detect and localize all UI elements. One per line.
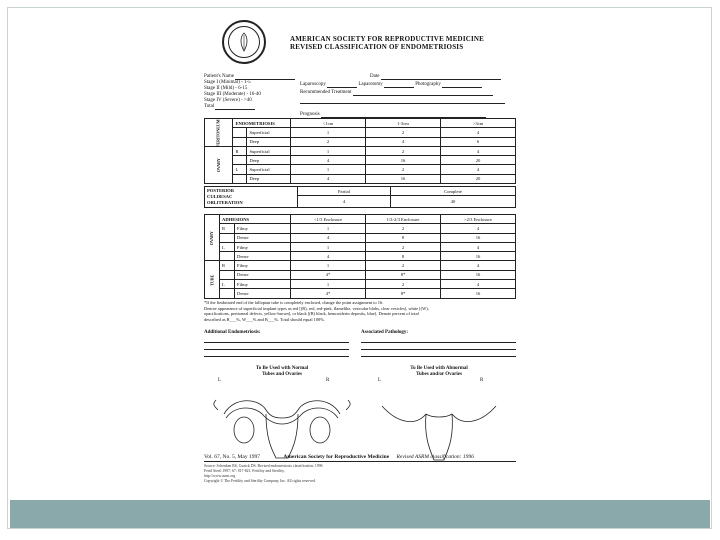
table-cell: 8* [366, 270, 441, 279]
treatment-row [300, 90, 515, 98]
date-row [370, 74, 515, 82]
table-row [205, 128, 516, 137]
table-cell: Dense [235, 270, 291, 279]
table-cell: 20 [441, 156, 516, 165]
table-cell: 1 [291, 224, 366, 233]
form-line: POSTERIOR [207, 188, 235, 194]
table-cell: 4 [441, 128, 516, 137]
normal-diagram-title [204, 366, 360, 377]
anatomy-diagrams [204, 366, 516, 462]
stage-2: Stage II (Mild) - 6-15 [204, 86, 248, 91]
form-line: Patient's Name [204, 74, 234, 79]
form-line [204, 343, 349, 350]
procedure-info [300, 74, 515, 120]
abnormal-right-mark: R [480, 378, 484, 383]
table-cell: 2 [291, 137, 366, 146]
size-col-1: <1cm [291, 119, 366, 128]
form-line [361, 343, 516, 350]
table-cell: Deep [247, 137, 291, 146]
table-cell: 4 [291, 156, 366, 165]
form-line: OBLITERATION [207, 200, 243, 206]
adhesion-col-2: 1/3-2/3 Enclosure [366, 215, 441, 224]
form-title [290, 36, 484, 51]
seal-emblem [228, 26, 260, 58]
table-cell: 8 [366, 252, 441, 261]
table-cell: 4 [441, 242, 516, 251]
stage-3: Stage III (Moderate) - 16-40 [204, 92, 261, 97]
normal-uterus-diagram [204, 384, 360, 464]
table-cell: 2 [366, 261, 441, 270]
adhesion-col-3: >2/3 Enclosure [441, 215, 516, 224]
form-line [215, 105, 255, 110]
abnormal-diagram-title [364, 366, 514, 377]
form-line: Fertil Steril 1997; 67: 817-821. Fertility and Sterility. [204, 468, 285, 473]
table-row [205, 261, 516, 270]
table-cell: L [220, 280, 235, 289]
abnormal-left-mark: L [378, 378, 382, 383]
form-line [381, 75, 501, 80]
form-line: Photography [415, 82, 441, 87]
size-col-3: >3cm [441, 119, 516, 128]
table-cell: 1 [291, 242, 366, 251]
normal-left-mark: L [218, 378, 222, 383]
table-cell: 8 [366, 233, 441, 242]
form-line: Prognosis [300, 112, 320, 117]
form-line: http://www.asrm.org [204, 473, 236, 478]
additional-endometriosis-label: Additional Endometriosis: [204, 330, 261, 335]
table-cell: 4* [291, 289, 366, 298]
volume-info: Vol. 67, No. 5, May 1997 [204, 454, 260, 460]
table-cell: 4 [441, 224, 516, 233]
adhesion-ovary-label [205, 215, 220, 261]
table-row [205, 137, 516, 146]
table-row [205, 156, 516, 165]
footnote-4: described as R___%, W___% and B___%. Total should equal 100%. [204, 316, 325, 322]
table-cell: Filmy [235, 261, 291, 270]
form-line [235, 75, 295, 80]
form-line: TUBE [208, 274, 214, 286]
table-cell: 1 [291, 146, 366, 155]
table-cell [233, 137, 247, 146]
form-line: OVARY [215, 158, 221, 173]
endometriosis-form [200, 18, 518, 483]
partial-value: 4 [298, 196, 391, 208]
form-line: Source: Schenken RS, Guzick DS. Revised endometriosis classification: 1996 [204, 464, 323, 469]
slide-bottom-bar [10, 500, 710, 528]
patient-stage-info [204, 74, 304, 110]
table-cell [220, 233, 235, 242]
table-cell: 16 [441, 270, 516, 279]
table-cell: 2 [366, 146, 441, 155]
form-line: Date [370, 74, 380, 79]
blank-row [300, 98, 515, 106]
table-cell: 4 [291, 252, 366, 261]
endo-header: ENDOMETRIOSIS [233, 119, 291, 128]
table-row [205, 252, 516, 261]
table-cell: Filmy [235, 224, 291, 233]
table-cell [233, 174, 247, 183]
table-row [205, 242, 516, 251]
table-cell: 2 [366, 128, 441, 137]
table-cell: Superficial [247, 165, 291, 174]
table-row [205, 224, 516, 233]
form-line [361, 336, 516, 343]
form-line: OVARY [208, 231, 214, 246]
table-cell: 4* [291, 270, 366, 279]
footnotes [204, 300, 516, 322]
table-cell: 4 [291, 174, 366, 183]
table-row [205, 270, 516, 279]
form-line [361, 350, 516, 357]
adhesion-header: ADHESIONS [220, 215, 291, 224]
table-cell: Filmy [235, 242, 291, 251]
table-cell: 2 [366, 242, 441, 251]
form-line: CULDESAC [207, 194, 233, 200]
abnormal-uterus-diagram [364, 384, 514, 464]
table-cell: R [220, 261, 235, 270]
table-cell: Deep [247, 174, 291, 183]
table-cell: L [233, 165, 247, 174]
form-line: Tubes and Ovaries [262, 371, 302, 377]
table-cell: 4 [441, 146, 516, 155]
form-line: PERITONEUM [215, 119, 221, 147]
table-cell: Dense [235, 233, 291, 242]
form-line [361, 330, 516, 357]
table-cell: 4 [441, 165, 516, 174]
source-notes [204, 464, 516, 484]
table-cell [220, 252, 235, 261]
seal-figure-icon [237, 32, 251, 52]
table-cell: 20 [441, 174, 516, 183]
stage-4: Stage IV (Severe) - >40 [204, 98, 252, 103]
table-cell: 1 [291, 165, 366, 174]
table-cell: L [220, 242, 235, 251]
table-row [205, 289, 516, 298]
form-line [204, 330, 349, 357]
form-line: Total [204, 104, 215, 109]
findings-section [204, 330, 516, 357]
procedure-row [300, 82, 515, 90]
peritoneum-label [205, 119, 233, 147]
form-line [384, 83, 414, 88]
form-footer [204, 454, 516, 484]
footnote-3: opacifications, peritoneal defects, yellow-brown], or black [(B) black, hemosiderin deposits, blue]. Denote percent of total [204, 311, 419, 316]
form-line: Recommended Treatment [300, 90, 352, 95]
table-cell: 16 [441, 233, 516, 242]
adhesions-table [204, 214, 516, 299]
associated-pathology-label: Associated Pathology: [361, 330, 409, 335]
table-cell: Dense [235, 252, 291, 261]
form-line [204, 330, 516, 357]
form-line: Laparotomy [358, 82, 383, 87]
form-line [204, 350, 349, 357]
form-line: To Be Used with Abnormal [410, 366, 468, 371]
table-cell: 6 [441, 137, 516, 146]
table-cell: 1 [291, 280, 366, 289]
table-cell: 2 [366, 224, 441, 233]
form-line: Tubes and/or Ovaries [416, 371, 462, 377]
normal-right-mark: R [326, 378, 330, 383]
table-cell: 1 [291, 128, 366, 137]
form-line [300, 99, 505, 104]
form-line [442, 83, 482, 88]
culdesac-header-row [205, 187, 516, 196]
table-row [205, 174, 516, 183]
classification-name: Revised ASRM classification: 1996 [396, 454, 474, 460]
table-cell: Dense [235, 289, 291, 298]
table-cell [220, 270, 235, 279]
table-cell [233, 128, 247, 137]
table-cell: 4 [366, 137, 441, 146]
table-cell: 16 [441, 289, 516, 298]
society-seal [222, 20, 266, 64]
table-cell: Superficial [247, 146, 291, 155]
table-cell: Superficial [247, 128, 291, 137]
table-cell [220, 289, 235, 298]
form-line [327, 83, 357, 88]
total-row [204, 104, 304, 110]
table-cell: R [233, 146, 247, 155]
table-cell: 2 [366, 165, 441, 174]
culdesac-table [204, 186, 516, 208]
size-col-2: 1-3cm [366, 119, 441, 128]
culdesac-label [205, 187, 298, 208]
footer-row [204, 454, 516, 462]
table-cell: Deep [247, 156, 291, 165]
form-line: Copyright © The Fertility and Sterility Company, Inc. All rights reserved. [204, 478, 316, 483]
ovary-label [205, 146, 233, 183]
adhesion-col-1: <1/3 Enclosure [291, 215, 366, 224]
form-line [204, 336, 349, 343]
title-line-2: REVISED CLASSIFICATION OF ENDOMETRIOSIS [290, 42, 464, 51]
table-cell: Filmy [235, 280, 291, 289]
complete-value: 40 [390, 196, 515, 208]
table-row [205, 146, 516, 155]
table-row [205, 280, 516, 289]
table-cell: 16 [366, 174, 441, 183]
partial-label: Partial [298, 187, 391, 196]
endometriosis-table [204, 118, 516, 184]
complete-label: Complete [390, 187, 515, 196]
table-cell: 16 [441, 252, 516, 261]
table-row [205, 233, 516, 242]
form-line: Laparoscopy [300, 82, 326, 87]
journal-name: American Society for Reproductive Medicine [283, 454, 390, 460]
title-line-1: AMERICAN SOCIETY FOR REPRODUCTIVE MEDICINE [290, 35, 485, 43]
footnote-2: Denote appearance of superficial implant types as red [(R), red, red-pink, flamelike, vesicular blobs, clear vesicles], white [(W), [204, 305, 429, 311]
form-line [321, 113, 486, 118]
table-row [205, 165, 516, 174]
table-cell [233, 156, 247, 165]
table-cell: 1 [291, 261, 366, 270]
table-cell: 4 [291, 233, 366, 242]
table-cell: 4 [441, 280, 516, 289]
table-cell: 4 [441, 261, 516, 270]
footnote-1: *If the fimbriated end of the fallopian tube is completely enclosed, change the point assignment to 16. [204, 300, 384, 305]
table-cell: R [220, 224, 235, 233]
table-cell: 2 [366, 280, 441, 289]
table-cell: 16 [366, 156, 441, 165]
adhesion-header-row [205, 215, 516, 224]
table-cell: 8* [366, 289, 441, 298]
endo-header-row [205, 119, 516, 128]
stage-1: Stage I (Minimal) - 1-5 [204, 80, 251, 85]
form-line: To Be Used with Normal [255, 366, 309, 371]
adhesion-tube-label [205, 261, 220, 298]
form-line [353, 91, 493, 96]
